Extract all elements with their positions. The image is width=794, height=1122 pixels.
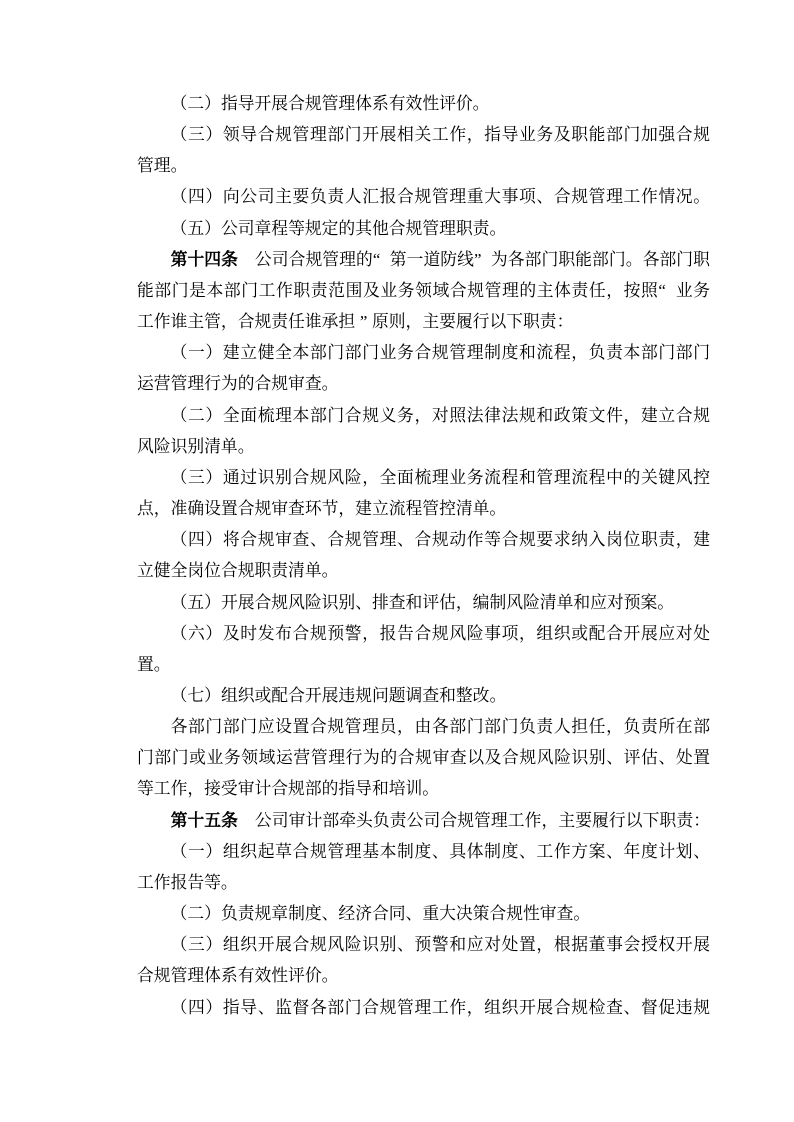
text-line: 等工作，接受审计合规部的指导和培训。 bbox=[137, 779, 440, 799]
text-line: （三）组织开展合规风险识别、预警和应对处置，根据董事会授权开展 bbox=[170, 935, 710, 955]
text-line: 工作报告等。 bbox=[137, 872, 238, 892]
fullwidth-char bbox=[238, 244, 255, 275]
text-line: 第十四条 公司合规管理的“ 第一道防线” 为各部门职能部门。各部门职 bbox=[137, 244, 710, 275]
text-line: 各部门部门应设置合规管理员，由各部门部门负责人担任，负责所在部 bbox=[170, 717, 710, 737]
text-line: 风险识别清单。 bbox=[137, 436, 255, 456]
text-line: （四）将合规审查、合规管理、合规动作等合规要求纳入岗位职责，建 bbox=[170, 530, 710, 550]
text-line: （三）领导合规管理部门开展相关工作，指导业务及职能部门加强合规 bbox=[170, 125, 710, 145]
text-line: （四）向公司主要负责人汇报合规管理重大事项、合规管理工作情况。 bbox=[170, 187, 710, 207]
text-line: （三）通过识别合规风险，全面梳理业务流程和管理流程中的关键风控 bbox=[170, 467, 710, 487]
text-line: 门部门或业务领域运营管理行为的合规审查以及合规风险识别、评估、处置 bbox=[137, 748, 710, 768]
fullwidth-char: “ bbox=[372, 249, 381, 269]
fullwidth-char: “ bbox=[658, 280, 666, 300]
text-line: 点，准确设置合规审查环节，建立流程管控清单。 bbox=[137, 499, 507, 519]
text-line: 能部门是本部门工作职责范围及业务领域合规管理的主体责任，按照“ 业务 bbox=[137, 275, 710, 306]
text-line: 立健全岗位合规职责清单。 bbox=[137, 561, 339, 581]
text-line: 置。 bbox=[137, 654, 171, 674]
fullwidth-char: ” bbox=[474, 249, 482, 269]
text-line: （四）指导、监督各部门合规管理工作，组织开展合规检查、督促违规 bbox=[170, 997, 710, 1017]
text-line: 运营管理行为的合规审查。 bbox=[137, 374, 339, 394]
text-line: （二）指导开展合规管理体系有效性评价。 bbox=[170, 94, 490, 113]
text-line: 管理。 bbox=[137, 156, 188, 176]
text-line: （一）组织起草合规管理基本制度、具体制度、工作方案、年度计划、 bbox=[170, 841, 710, 861]
article-number: 第十四条 bbox=[170, 249, 239, 269]
text-line: （五）公司章程等规定的其他合规管理职责。 bbox=[170, 218, 507, 238]
text-line: 工作谁主管，合规责任谁承担 ” 原则，主要履行以下职责： bbox=[137, 306, 710, 337]
text-line: （五）开展合规风险识别、排查和评估，编制风险清单和应对预案。 bbox=[170, 592, 675, 612]
text-line: （二）全面梳理本部门合规义务，对照法律法规和政策文件，建立合规 bbox=[170, 405, 710, 425]
text-line: （一）建立健全本部门部门业务合规管理制度和流程，负责本部门部门 bbox=[170, 343, 710, 363]
article-number: 第十五条 bbox=[170, 810, 239, 830]
text-line: 合规管理体系有效性评价。 bbox=[137, 966, 339, 986]
fullwidth-char bbox=[238, 805, 255, 836]
text-line: （七）组织或配合开展违规问题调查和整改。 bbox=[170, 685, 507, 705]
text-line: （六）及时发布合规预警，报告合规风险事项，组织或配合开展应对处 bbox=[170, 623, 710, 643]
text-line: （二）负责规章制度、经济合同、重大决策合规性审查。 bbox=[170, 904, 591, 924]
text-line: 第十五条 公司审计部牵头负责公司合规管理工作，主要履行以下职责： bbox=[137, 805, 710, 836]
fullwidth-char: ” bbox=[359, 312, 368, 332]
document-body bbox=[137, 88, 710, 1023]
